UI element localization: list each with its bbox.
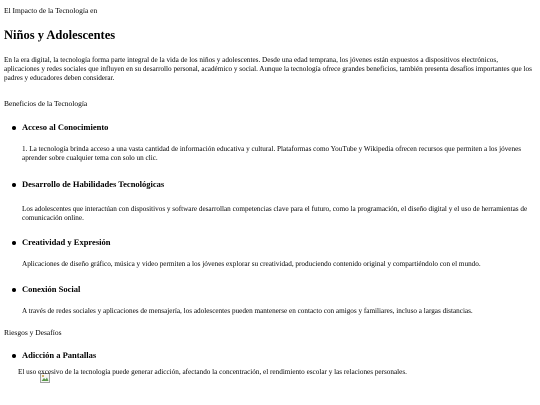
benefit-text-habilidades: Los adolescentes que interactúan con dispositivos y software desarrollan competencias clave para el futuro, como la programación, el diseño digital y el uso de herramientas de comunicación online. xyxy=(22,205,528,222)
benefit-heading-habilidades xyxy=(12,179,164,190)
benefit-text-conexion: A través de redes sociales y aplicaciones de mensajería, los adolescentes pueden mantenerse en contacto con amigos y familiares, incluso a largas distancias. xyxy=(22,307,473,315)
benefit-heading-text: Conexión Social xyxy=(22,284,81,294)
benefits-section-label: Beneficios de la Tecnología xyxy=(4,99,88,108)
benefit-heading-creatividad xyxy=(12,237,110,248)
bullet-icon xyxy=(12,183,16,187)
benefit-heading-text: Acceso al Conocimiento xyxy=(22,122,109,132)
bullet-icon xyxy=(12,288,16,292)
bullet-icon xyxy=(12,126,16,130)
bullet-icon xyxy=(12,354,16,358)
benefit-heading-conexion xyxy=(12,284,80,295)
risk-heading-text: Adicción a Pantallas xyxy=(22,350,97,360)
risk-heading-adiccion xyxy=(12,350,96,361)
risks-section-label: Riesgos y Desafíos xyxy=(4,328,62,337)
intro-paragraph: En la era digital, la tecnología forma parte integral de la vida de los niños y adolescentes. Desde una edad temprana, los jóvenes están expuestos a dispositivos electrónicos, aplicaciones y redes sociales que influyen en su desarrollo personal, académico y social. Aunque la tecnología ofrece grandes beneficios, también presenta desafíos importantes que los padres y educadores deben considerar. xyxy=(4,56,532,82)
benefit-text-creatividad: Aplicaciones de diseño gráfico, música y video permiten a los jóvenes explorar su creatividad, produciendo contenido original y compartiéndolo con el mundo. xyxy=(22,260,481,268)
benefit-text-acceso: 1. La tecnología brinda acceso a una vasta cantidad de información educativa y cultural. Plataformas como YouTube y Wikipedia ofrecen recursos que permiten a los jóvenes aprender sobre cualquier tema con solo un clic. xyxy=(22,145,522,162)
page-kicker: El Impacto de la Tecnología en xyxy=(4,6,98,15)
benefit-heading-acceso xyxy=(12,122,108,133)
risk-text-adiccion: El uso excesivo de la tecnología puede generar adicción, afectando la concentración, el rendimiento escolar y las relaciones personales. xyxy=(18,368,407,376)
benefit-heading-text: Desarrollo de Habilidades Tecnológicas xyxy=(22,179,165,189)
page-title: Niños y Adolescentes xyxy=(4,28,116,42)
benefit-heading-text: Creatividad y Expresión xyxy=(22,237,111,247)
bullet-icon xyxy=(12,241,16,245)
